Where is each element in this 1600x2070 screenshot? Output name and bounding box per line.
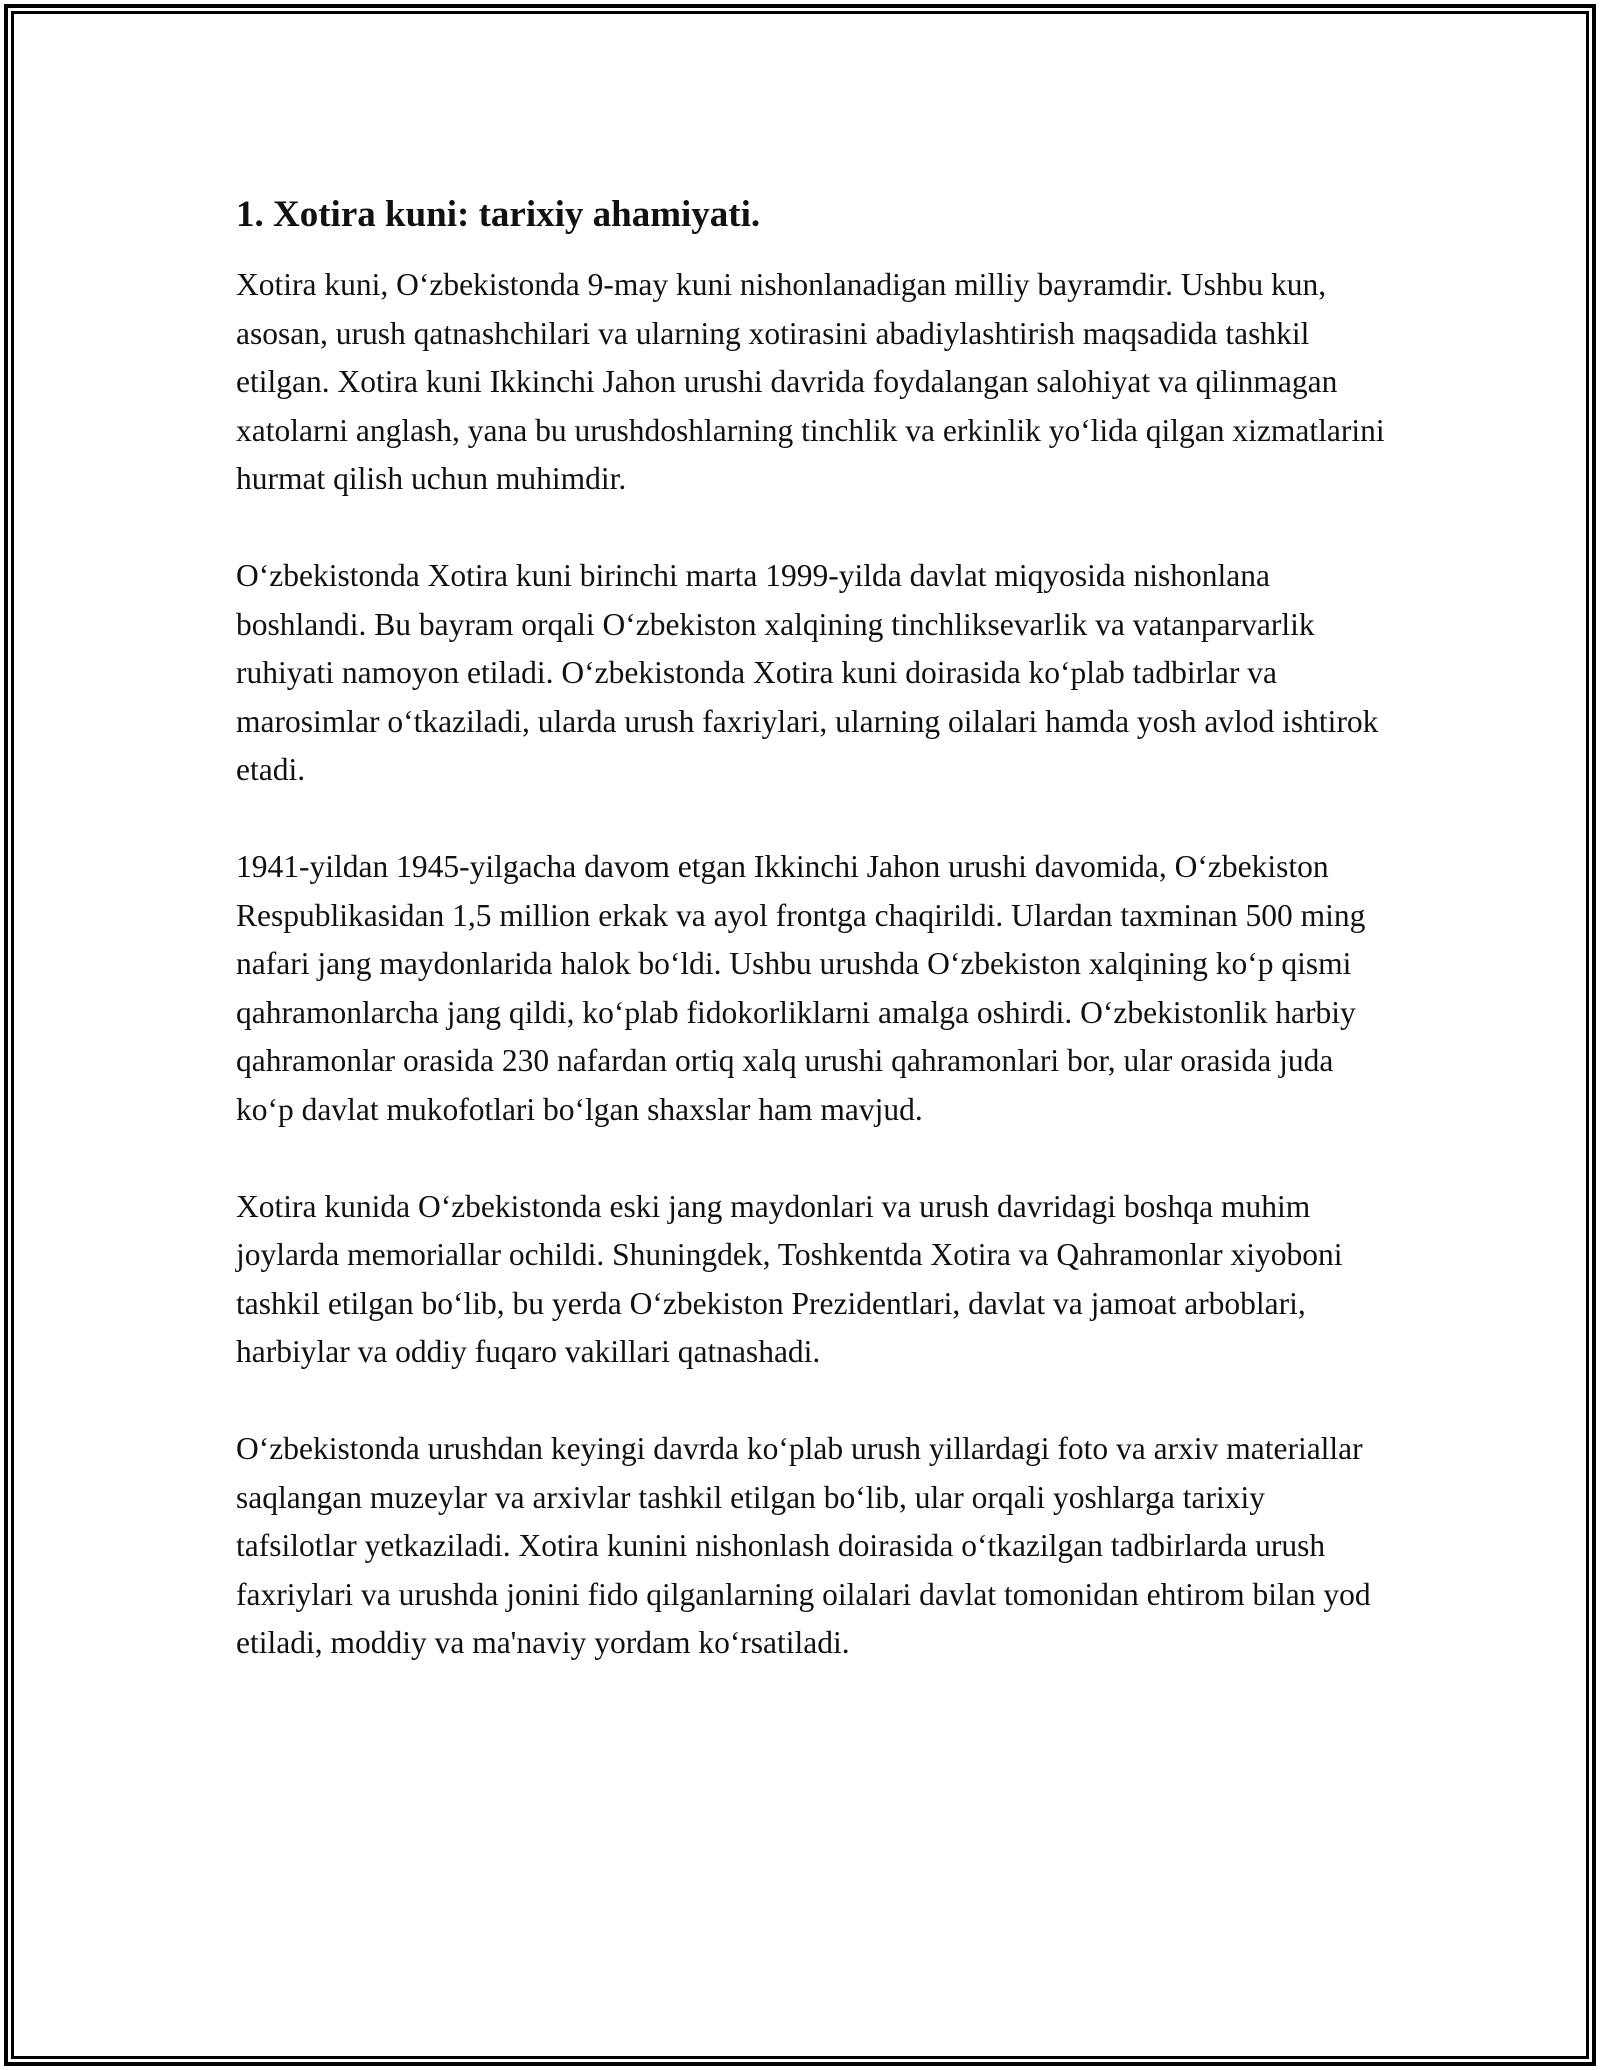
document-body (236, 180, 1386, 1716)
paragraph-5: O‘zbekistonda urushdan keyingi davrda ko‘plab urush yillardagi foto va arxiv materiallar saqlangan muzeylar va arxivlar tashkil etilgan bo‘lib, ular orqali yoshlarga tarixiy tafsilotlar yetkaziladi. Xotira kunini nishonlash doirasida o‘tkazilgan tadbirlarda urush faxriylari va urushda jonini fido qilganlarning oilalari davlat tomonidan ehtirom bilan yod etiladi, moddiy va ma'naviy yordam ko‘rsatiladi. (236, 1431, 1371, 1661)
section-heading: 1. Xotira kuni: tarixiy ahamiyati. (236, 194, 761, 235)
paragraph-4: Xotira kunida O‘zbekistonda eski jang maydonlari va urush davridagi boshqa muhim joylarda memoriallar ochildi. Shuningdek, Toshkentda Xotira va Qahramonlar xiyoboni tashkil etilgan bo‘lib, bu yerda O‘zbekiston Prezidentlari, davlat va jamoat arboblari, harbiylar va oddiy fuqaro vakillari qatnashadi. (236, 1188, 1343, 1370)
paragraph-1: Xotira kuni, O‘zbekistonda 9-may kuni nishonlanadigan milliy bayramdir. Ushbu kun, asosan, urush qatnashchilari va ularning xotirasini abadiylashtirish maqsadida tashkil etilgan. Xotira kuni Ikkinchi Jahon urushi davrida foydalangan salohiyat va qilinmagan xatolarni anglash, yana bu urushdoshlarning tinchlik va erkinlik yo‘lida qilgan xizmatlarini hurmat qilish uchun muhimdir. (236, 267, 1385, 497)
paragraph-3: 1941-yildan 1945-yilgacha davom etgan Ikkinchi Jahon urushi davomida, O‘zbekiston Respublikasidan 1,5 million erkak va ayol frontga chaqirildi. Ulardan taxminan 500 ming nafari jang maydonlarida halok bo‘ldi. Ushbu urushda O‘zbekiston xalqining ko‘p qismi qahramonlarcha jang qildi, ko‘plab fidokorliklarni amalga oshirdi. O‘zbekistonlik harbiy qahramonlar orasida 230 nafardan ortiq xalq urushi qahramonlari bor, ular orasida juda ko‘p davlat mukofotlari bo‘lgan shaxslar ham mavjud. (236, 849, 1366, 1127)
paragraph-2: O‘zbekistonda Xotira kuni birinchi marta 1999-yilda davlat miqyosida nishonlana boshlandi. Bu bayram orqali O‘zbekiston xalqining tinchliksevarlik va vatanparvarlik ruhiyati namoyon etiladi. O‘zbekistonda Xotira kuni doirasida ko‘plab tadbirlar va marosimlar o‘tkaziladi, ularda urush faxriylari, ularning oilalari hamda yosh avlod ishtirok etadi. (236, 558, 1379, 788)
